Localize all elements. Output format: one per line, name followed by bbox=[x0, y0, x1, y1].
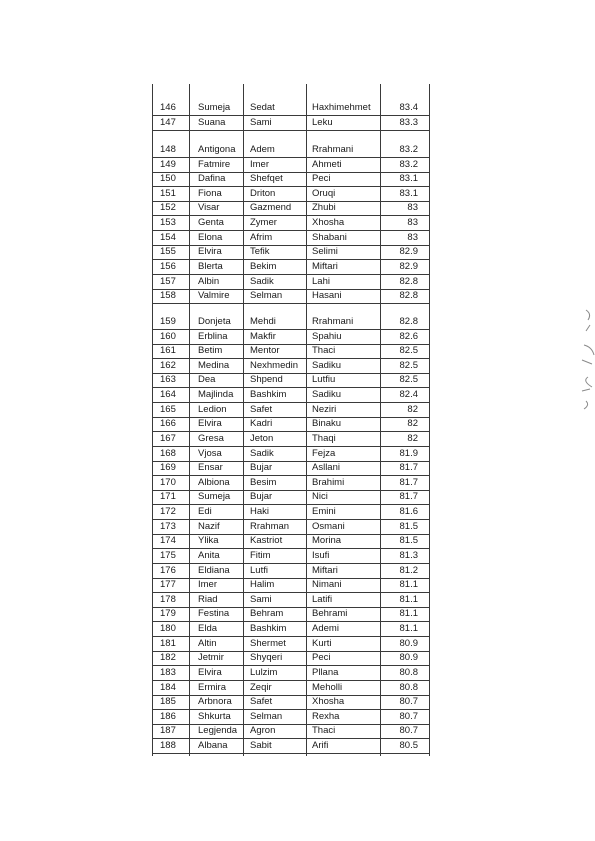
cell-last: Thaci bbox=[312, 725, 336, 737]
cell-last: Haxhimehmet bbox=[312, 102, 371, 113]
cell-father: Sami bbox=[250, 593, 272, 605]
cell-father: Shefqet bbox=[250, 173, 283, 185]
cell-last: Thaqi bbox=[312, 432, 336, 444]
cell-father: Bashkim bbox=[250, 389, 287, 401]
cell-score: 80.9 bbox=[399, 637, 418, 649]
cell-no: 160 bbox=[160, 330, 176, 342]
cell-first: Eldiana bbox=[198, 564, 230, 576]
cell-last: Hasani bbox=[312, 290, 342, 302]
cell-last: Rrahmani bbox=[312, 144, 354, 155]
cell-no: 156 bbox=[160, 260, 176, 272]
cell-father: Sami bbox=[250, 116, 272, 128]
cell-first: Medina bbox=[198, 359, 230, 371]
cell-no: 147 bbox=[160, 116, 176, 128]
cell-father: Kadri bbox=[250, 418, 273, 430]
cell-score: 82 bbox=[407, 418, 418, 430]
cell-first: Nazif bbox=[198, 520, 220, 532]
cell-no: 166 bbox=[160, 418, 176, 430]
row-rule bbox=[152, 344, 430, 345]
cell-score: 83 bbox=[407, 231, 418, 243]
cell-no: 178 bbox=[160, 593, 176, 605]
row-rule bbox=[152, 329, 430, 330]
row-rule bbox=[152, 680, 430, 681]
row-rule bbox=[152, 621, 430, 622]
row-rule bbox=[152, 115, 430, 116]
column-divider bbox=[380, 84, 381, 756]
cell-first: Imer bbox=[198, 579, 217, 591]
cell-father: Tefik bbox=[250, 246, 270, 258]
cell-father: Zeqir bbox=[250, 681, 272, 693]
cell-first: Vjosa bbox=[198, 447, 222, 459]
cell-no: 186 bbox=[160, 710, 176, 722]
row-rule bbox=[152, 289, 430, 290]
row-rule bbox=[152, 651, 430, 652]
cell-score: 83 bbox=[407, 202, 418, 214]
cell-score: 80.9 bbox=[399, 652, 418, 664]
cell-first: Ensar bbox=[198, 462, 223, 474]
cell-first: Betim bbox=[198, 345, 223, 357]
cell-first: Blerta bbox=[198, 260, 223, 272]
cell-father: Selman bbox=[250, 290, 283, 302]
row-rule bbox=[152, 402, 430, 403]
cell-score: 80.5 bbox=[399, 739, 418, 751]
cell-no: 157 bbox=[160, 275, 176, 287]
cell-first: Visar bbox=[198, 202, 220, 214]
cell-no: 181 bbox=[160, 637, 176, 649]
cell-score: 80.7 bbox=[399, 696, 418, 708]
row-rule bbox=[152, 245, 430, 246]
cell-no: 159 bbox=[160, 316, 176, 327]
cell-father: Safet bbox=[250, 403, 273, 415]
cell-score: 82 bbox=[407, 403, 418, 415]
row-rule bbox=[152, 373, 430, 374]
table-border-right bbox=[429, 84, 430, 756]
cell-no: 161 bbox=[160, 345, 176, 357]
cell-no: 158 bbox=[160, 290, 176, 302]
cell-first: Festina bbox=[198, 608, 230, 620]
row-rule bbox=[152, 519, 430, 520]
cell-first: Fatmire bbox=[198, 158, 231, 170]
cell-first: Edi bbox=[198, 506, 212, 518]
cell-score: 80.8 bbox=[399, 681, 418, 693]
cell-father: Driton bbox=[250, 187, 276, 199]
cell-score: 81.1 bbox=[399, 608, 418, 620]
cell-father: Makfir bbox=[250, 330, 276, 342]
cell-last: Zhubi bbox=[312, 202, 336, 214]
cell-last: Lahi bbox=[312, 275, 330, 287]
cell-first: Sumeja bbox=[198, 102, 231, 113]
cell-father: Mentor bbox=[250, 345, 280, 357]
row-rule bbox=[152, 431, 430, 432]
cell-father: Jeton bbox=[250, 432, 274, 444]
cell-father: Gazmend bbox=[250, 202, 292, 214]
cell-last: Xhosha bbox=[312, 217, 345, 229]
cell-last: Osmani bbox=[312, 520, 345, 532]
row-rule bbox=[152, 695, 430, 696]
row-rule bbox=[152, 186, 430, 187]
cell-father: Fitim bbox=[250, 549, 271, 561]
cell-no: 176 bbox=[160, 564, 176, 576]
cell-score: 81.2 bbox=[399, 564, 418, 576]
cell-score: 83.3 bbox=[399, 116, 418, 128]
cell-first: Sumeja bbox=[198, 491, 231, 503]
cell-last: Lutfiu bbox=[312, 374, 336, 386]
cell-last: Shabani bbox=[312, 231, 347, 243]
cell-father: Bekim bbox=[250, 260, 277, 272]
results-table bbox=[152, 0, 430, 756]
row-rule bbox=[152, 504, 430, 505]
cell-score: 81.1 bbox=[399, 593, 418, 605]
cell-last: Xhosha bbox=[312, 696, 345, 708]
cell-score: 83 bbox=[407, 217, 418, 229]
cell-no: 150 bbox=[160, 173, 176, 185]
row-rule bbox=[152, 172, 430, 173]
cell-score: 81.5 bbox=[399, 520, 418, 532]
cell-first: Elvira bbox=[198, 246, 222, 258]
cell-father: Shyqeri bbox=[250, 652, 283, 664]
cell-father: Sabit bbox=[250, 739, 272, 751]
cell-father: Adem bbox=[250, 144, 275, 155]
cell-father: Sadik bbox=[250, 275, 274, 287]
cell-no: 175 bbox=[160, 549, 176, 561]
cell-score: 82 bbox=[407, 432, 418, 444]
cell-score: 81.7 bbox=[399, 462, 418, 474]
cell-no: 182 bbox=[160, 652, 176, 664]
column-divider bbox=[306, 84, 307, 756]
cell-last: Oruqi bbox=[312, 187, 336, 199]
cell-father: Lulzim bbox=[250, 666, 278, 678]
cell-father: Sadik bbox=[250, 447, 274, 459]
row-rule bbox=[152, 607, 430, 608]
cell-no: 154 bbox=[160, 231, 176, 243]
row-rule bbox=[152, 157, 430, 158]
row-rule bbox=[152, 215, 430, 216]
cell-no: 148 bbox=[160, 144, 176, 155]
row-rule bbox=[152, 548, 430, 549]
cell-no: 185 bbox=[160, 696, 176, 708]
cell-father: Agron bbox=[250, 725, 276, 737]
cell-first: Majlinda bbox=[198, 389, 234, 401]
cell-score: 82.6 bbox=[399, 330, 418, 342]
cell-first: Dafina bbox=[198, 173, 226, 185]
column-divider bbox=[243, 84, 244, 756]
row-rule bbox=[152, 563, 430, 564]
row-rule bbox=[152, 534, 430, 535]
cell-last: Miftari bbox=[312, 260, 338, 272]
cell-no: 155 bbox=[160, 246, 176, 258]
cell-last: Spahiu bbox=[312, 330, 342, 342]
cell-first: Legjenda bbox=[198, 725, 238, 737]
row-rule bbox=[152, 665, 430, 666]
cell-father: Behram bbox=[250, 608, 284, 620]
cell-father: Bujar bbox=[250, 491, 273, 503]
cell-no: 149 bbox=[160, 158, 176, 170]
cell-last: Fejza bbox=[312, 447, 336, 459]
cell-first: Valmire bbox=[198, 290, 230, 302]
cell-score: 82.5 bbox=[399, 345, 418, 357]
cell-last: Rexha bbox=[312, 710, 340, 722]
cell-no: 183 bbox=[160, 666, 176, 678]
cell-father: Kastriot bbox=[250, 535, 283, 547]
cell-first: Elvira bbox=[198, 666, 222, 678]
cell-no: 151 bbox=[160, 187, 176, 199]
cell-father: Shermet bbox=[250, 637, 286, 649]
row-rule bbox=[152, 230, 430, 231]
cell-last: Sadiku bbox=[312, 359, 342, 371]
cell-father: Sedat bbox=[250, 102, 275, 113]
cell-first: Elona bbox=[198, 231, 223, 243]
cell-no: 174 bbox=[160, 535, 176, 547]
cell-last: Latifi bbox=[312, 593, 333, 605]
cell-first: Albana bbox=[198, 739, 228, 751]
cell-first: Elda bbox=[198, 623, 218, 635]
row-rule bbox=[152, 753, 430, 754]
cell-father: Afrim bbox=[250, 231, 273, 243]
cell-last: Rrahmani bbox=[312, 316, 354, 327]
column-divider bbox=[189, 84, 190, 756]
cell-score: 82.8 bbox=[399, 275, 418, 287]
cell-score: 81.1 bbox=[399, 623, 418, 635]
cell-father: Haki bbox=[250, 506, 270, 518]
cell-first: Donjeta bbox=[198, 316, 231, 327]
cell-first: Riad bbox=[198, 593, 218, 605]
cell-father: Imer bbox=[250, 158, 269, 170]
cell-last: Thaci bbox=[312, 345, 336, 357]
cell-father: Nexhmedin bbox=[250, 359, 299, 371]
cell-score: 80.7 bbox=[399, 710, 418, 722]
cell-father: Bujar bbox=[250, 462, 273, 474]
row-rule bbox=[152, 446, 430, 447]
cell-first: Jetmir bbox=[198, 652, 224, 664]
cell-score: 82.8 bbox=[399, 316, 418, 327]
cell-first: Fiona bbox=[198, 187, 222, 199]
row-rule bbox=[152, 387, 430, 388]
cell-no: 163 bbox=[160, 374, 176, 386]
cell-score: 81.5 bbox=[399, 535, 418, 547]
cell-last: Kurti bbox=[312, 637, 332, 649]
cell-first: Arbnora bbox=[198, 696, 232, 708]
cell-father: Zymer bbox=[250, 217, 277, 229]
stamp-fragment-icon bbox=[576, 305, 595, 415]
cell-father: Rrahman bbox=[250, 520, 290, 532]
cell-score: 83.2 bbox=[399, 144, 418, 155]
cell-first: Ledion bbox=[198, 403, 227, 415]
row-rule bbox=[152, 461, 430, 462]
cell-score: 81.1 bbox=[399, 579, 418, 591]
cell-score: 81.3 bbox=[399, 549, 418, 561]
cell-last: Morina bbox=[312, 535, 342, 547]
cell-score: 82.5 bbox=[399, 359, 418, 371]
cell-no: 162 bbox=[160, 359, 176, 371]
cell-no: 152 bbox=[160, 202, 176, 214]
table-border-left bbox=[152, 84, 153, 756]
cell-no: 184 bbox=[160, 681, 176, 693]
row-rule bbox=[152, 636, 430, 637]
cell-score: 81.7 bbox=[399, 476, 418, 488]
cell-first: Ylika bbox=[198, 535, 219, 547]
row-rule bbox=[152, 259, 430, 260]
cell-last: Binaku bbox=[312, 418, 342, 430]
cell-no: 164 bbox=[160, 389, 176, 401]
row-rule bbox=[152, 709, 430, 710]
cell-father: Bashkim bbox=[250, 623, 287, 635]
row-rule bbox=[152, 358, 430, 359]
cell-first: Albin bbox=[198, 275, 220, 287]
cell-score: 81.7 bbox=[399, 491, 418, 503]
cell-no: 146 bbox=[160, 102, 176, 113]
row-rule bbox=[152, 201, 430, 202]
cell-last: Ademi bbox=[312, 623, 339, 635]
cell-no: 153 bbox=[160, 217, 176, 229]
cell-last: Peci bbox=[312, 652, 331, 664]
cell-first: Dea bbox=[198, 374, 216, 386]
cell-last: Neziri bbox=[312, 403, 337, 415]
cell-no: 180 bbox=[160, 623, 176, 635]
cell-score: 81.9 bbox=[399, 447, 418, 459]
cell-first: Suana bbox=[198, 116, 226, 128]
cell-no: 171 bbox=[160, 491, 176, 503]
cell-first: Shkurta bbox=[198, 710, 231, 722]
row-rule bbox=[152, 130, 430, 131]
cell-score: 80.7 bbox=[399, 725, 418, 737]
cell-score: 82.9 bbox=[399, 246, 418, 258]
cell-last: Nimani bbox=[312, 579, 342, 591]
row-rule bbox=[152, 490, 430, 491]
cell-last: Asllani bbox=[312, 462, 340, 474]
cell-score: 83.2 bbox=[399, 158, 418, 170]
cell-father: Safet bbox=[250, 696, 273, 708]
cell-no: 173 bbox=[160, 520, 176, 532]
cell-score: 82.5 bbox=[399, 374, 418, 386]
cell-last: Ahmeti bbox=[312, 158, 342, 170]
cell-score: 83.1 bbox=[399, 173, 418, 185]
cell-father: Besim bbox=[250, 476, 277, 488]
cell-first: Gresa bbox=[198, 432, 224, 444]
cell-father: Lutfi bbox=[250, 564, 268, 576]
cell-last: Miftari bbox=[312, 564, 338, 576]
cell-no: 177 bbox=[160, 579, 176, 591]
cell-last: Arifi bbox=[312, 739, 329, 751]
cell-no: 187 bbox=[160, 725, 176, 737]
row-rule bbox=[152, 274, 430, 275]
cell-first: Altin bbox=[198, 637, 217, 649]
cell-first: Anita bbox=[198, 549, 220, 561]
cell-father: Selman bbox=[250, 710, 283, 722]
cell-first: Antigona bbox=[198, 144, 236, 155]
cell-last: Selimi bbox=[312, 246, 338, 258]
cell-score: 82.9 bbox=[399, 260, 418, 272]
cell-first: Erblina bbox=[198, 330, 228, 342]
cell-no: 188 bbox=[160, 739, 176, 751]
cell-no: 172 bbox=[160, 506, 176, 518]
cell-first: Genta bbox=[198, 217, 224, 229]
cell-last: Sadiku bbox=[312, 389, 342, 401]
cell-last: Behrami bbox=[312, 608, 348, 620]
cell-last: Peci bbox=[312, 173, 331, 185]
row-rule bbox=[152, 738, 430, 739]
cell-score: 83.4 bbox=[399, 102, 418, 113]
cell-first: Elvira bbox=[198, 418, 222, 430]
cell-no: 165 bbox=[160, 403, 176, 415]
cell-last: Emini bbox=[312, 506, 336, 518]
row-rule bbox=[152, 417, 430, 418]
cell-last: Isufi bbox=[312, 549, 330, 561]
row-rule bbox=[152, 475, 430, 476]
cell-last: Leku bbox=[312, 116, 333, 128]
cell-father: Halim bbox=[250, 579, 275, 591]
cell-father: Shpend bbox=[250, 374, 283, 386]
cell-no: 170 bbox=[160, 476, 176, 488]
cell-last: Pllana bbox=[312, 666, 339, 678]
cell-no: 167 bbox=[160, 432, 176, 444]
row-rule bbox=[152, 724, 430, 725]
row-rule bbox=[152, 592, 430, 593]
cell-score: 81.6 bbox=[399, 506, 418, 518]
cell-first: Ermira bbox=[198, 681, 226, 693]
cell-last: Meholli bbox=[312, 681, 343, 693]
cell-last: Nici bbox=[312, 491, 328, 503]
cell-no: 169 bbox=[160, 462, 176, 474]
cell-score: 80.8 bbox=[399, 666, 418, 678]
cell-score: 82.8 bbox=[399, 290, 418, 302]
cell-score: 83.1 bbox=[399, 187, 418, 199]
row-rule bbox=[152, 578, 430, 579]
cell-first: Albiona bbox=[198, 476, 230, 488]
cell-last: Brahimi bbox=[312, 476, 345, 488]
cell-father: Mehdi bbox=[250, 316, 276, 327]
cell-no: 179 bbox=[160, 608, 176, 620]
cell-no: 168 bbox=[160, 447, 176, 459]
row-rule bbox=[152, 303, 430, 304]
cell-score: 82.4 bbox=[399, 389, 418, 401]
